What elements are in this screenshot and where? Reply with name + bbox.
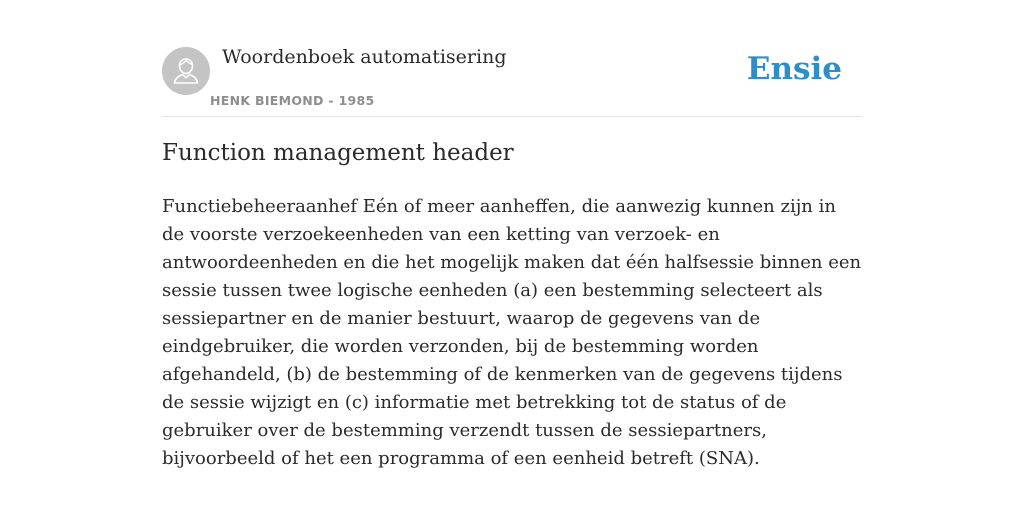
entry-header: [162, 0, 862, 117]
user-silhouette-icon: [162, 47, 210, 95]
entry-card: [162, 0, 862, 512]
entry-title: Function management header: [162, 140, 514, 166]
author-name: HENK BIEMOND: [210, 93, 324, 108]
book-title[interactable]: Woordenboek automatisering: [222, 46, 507, 68]
avatar: [162, 47, 210, 95]
author-separator: -: [323, 93, 339, 108]
publication-year: 1985: [338, 93, 375, 108]
brand-logo[interactable]: Ensie: [746, 51, 842, 87]
entry-body: Functiebeheeraanhef Eén of meer aanheffen, die aanwezig kunnen zijn in de voorste verzoekeenheden van een ketting van verzoek- en antwoordeenheden en die het mogelijk maken dat één halfsessie binnen een sessie tussen twee logische eenheden (a) een bestemming selecteert als sessiepartner en de manier bestuurt, waarop de gegevens van de eindgebruiker, die worden verzonden, bij de bestemming worden afgehandeld, (b) de bestemming of de kenmerken van de gegevens tijdens de sessie wijzigt en (c) informatie met betrekking tot de status of de gebruiker over de bestemming verzendt tussen de sessiepartners, bijvoorbeeld of het een programma of een eenheid betreft (SNA).: [162, 196, 862, 469]
author-line[interactable]: [210, 93, 375, 108]
